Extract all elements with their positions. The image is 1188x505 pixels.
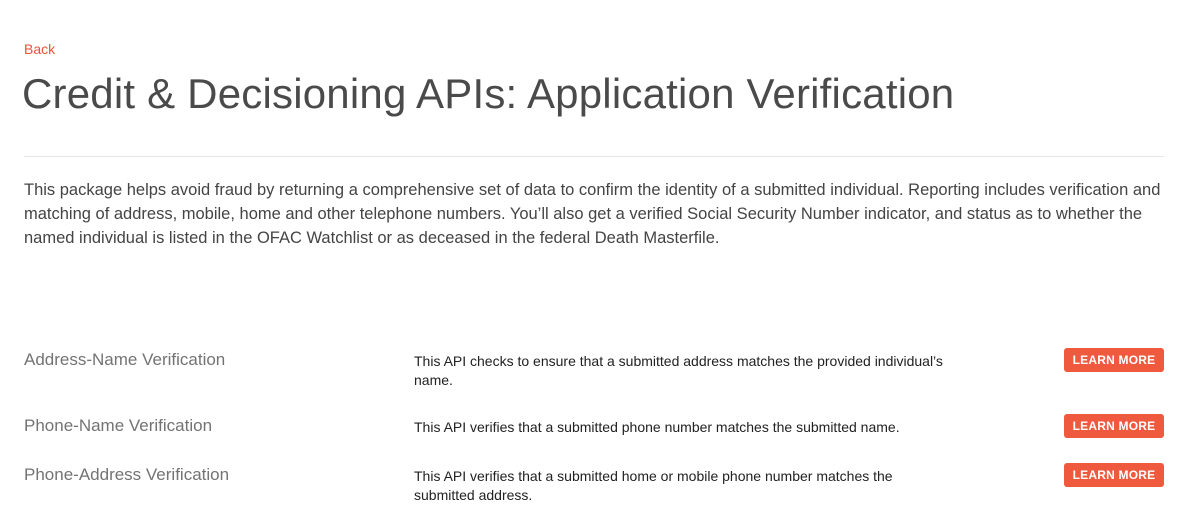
api-description: This API checks to ensure that a submitted address matches the provided individual’s name. [414,353,943,388]
back-link[interactable]: Back [24,41,56,57]
api-description: This API verifies that a submitted home or mobile phone number matches the submitted address. [414,468,893,503]
api-name: Phone-Name Verification [24,416,213,435]
api-row-phone-address [24,465,1164,505]
api-name: Address-Name Verification [24,350,226,369]
divider [24,156,1164,157]
api-name: Phone-Address Verification [24,465,230,484]
page-title: Credit & Decisioning APIs: Application Verification [22,70,955,117]
api-row-phone-name [24,416,1164,456]
api-description: This API verifies that a submitted phone number matches the submitted name. [414,419,900,435]
api-row-address-name [24,350,1164,390]
learn-more-button[interactable]: LEARN MORE [1064,414,1164,438]
intro-paragraph: This package helps avoid fraud by returning a comprehensive set of data to confirm the identity of a submitted individual. Reporting includes verification and matching of address, mobile, home and other telephone numbers. You’ll also get a verified Social Security Number indicator, and status as to whether the named individual is listed in the OFAC Watchlist or as deceased in the federal Death Masterfile. [24,181,1161,247]
learn-more-button[interactable]: LEARN MORE [1064,463,1164,487]
learn-more-button[interactable]: LEARN MORE [1064,348,1164,372]
